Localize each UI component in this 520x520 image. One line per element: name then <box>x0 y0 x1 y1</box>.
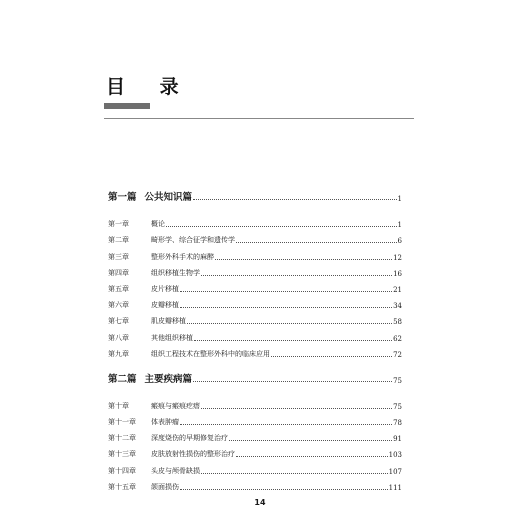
chapter-title: 颌面损伤 <box>151 482 179 491</box>
chapter-label: 第三章 <box>108 252 129 261</box>
chapter-entry <box>108 459 402 475</box>
chapter-page-number: 91 <box>393 435 402 444</box>
chapter-title: 皮片移植 <box>151 284 179 293</box>
dot-leader <box>215 259 392 260</box>
dot-leader <box>194 340 392 341</box>
chapter-title: 概论 <box>151 220 165 229</box>
chapter-page-number: 72 <box>393 350 402 359</box>
heading-accent-bar <box>104 103 150 109</box>
dot-leader <box>187 323 392 324</box>
chapter-page-number: 6 <box>397 237 402 246</box>
page-folio: 14 <box>254 498 266 507</box>
chapter-label: 第九章 <box>108 349 129 358</box>
chapter-page-number: 62 <box>393 334 402 343</box>
chapter-page-number: 21 <box>393 285 402 294</box>
dot-leader <box>201 473 388 474</box>
dot-leader <box>193 381 392 382</box>
chapter-label: 第五章 <box>108 284 129 293</box>
chapter-label: 第十章 <box>108 401 129 410</box>
dot-leader <box>166 226 397 227</box>
dot-leader <box>201 275 392 276</box>
chapter-title: 体表肿瘤 <box>151 418 179 427</box>
chapter-page-number: 78 <box>393 419 402 428</box>
chapter-page-number: 58 <box>393 318 402 327</box>
chapter-title: 头皮与颅骨缺损 <box>151 466 200 475</box>
chapter-page-number: 111 <box>388 483 402 492</box>
chapter-entry <box>108 310 402 326</box>
part-page-number: 75 <box>393 376 402 385</box>
chapter-title: 其他组织移植 <box>151 333 193 342</box>
chapter-page-number: 103 <box>388 451 402 460</box>
chapter-label: 第十四章 <box>108 466 136 475</box>
chapter-page-number: 34 <box>393 302 402 311</box>
chapter-entry <box>108 262 402 278</box>
chapter-page-number: 1 <box>397 221 402 230</box>
chapter-entry <box>108 326 402 342</box>
dot-leader <box>193 199 397 200</box>
chapter-title: 深度烧伤的早期修复治疗 <box>151 434 228 443</box>
chapter-label: 第八章 <box>108 333 129 342</box>
chapter-page-number: 75 <box>393 402 402 411</box>
chapter-label: 第十五章 <box>108 482 136 491</box>
chapter-entry <box>108 343 402 359</box>
chapter-title: 皮肤放射性损伤的整形治疗 <box>151 450 235 459</box>
dot-leader <box>271 356 392 357</box>
part-entry-2 <box>108 365 402 385</box>
part-entry-1 <box>108 183 402 203</box>
dot-leader <box>180 291 392 292</box>
chapter-title: 畸形学、综合征学和遗传学 <box>151 236 235 245</box>
chapter-title: 整形外科手术的麻醉 <box>151 252 214 261</box>
chapter-label: 第十一章 <box>108 418 136 427</box>
chapter-label: 第七章 <box>108 317 129 326</box>
dot-leader <box>180 307 392 308</box>
chapter-entry <box>108 411 402 427</box>
chapter-entry <box>108 476 402 492</box>
chapter-entry <box>108 427 402 443</box>
table-of-contents <box>108 183 402 492</box>
dot-leader <box>201 408 392 409</box>
chapter-label: 第六章 <box>108 301 129 310</box>
dot-leader <box>236 242 397 243</box>
dot-leader <box>180 489 388 490</box>
chapter-title: 组织移植生物学 <box>151 268 200 277</box>
dot-leader <box>229 440 392 441</box>
part-label: 第一篇 <box>108 192 137 203</box>
part-label: 第二篇 <box>108 373 137 385</box>
chapter-label: 第四章 <box>108 268 129 277</box>
chapter-entry <box>108 213 402 229</box>
heading-underline <box>104 118 414 119</box>
chapter-page-number: 12 <box>393 253 402 262</box>
dot-leader <box>180 424 392 425</box>
chapter-entry <box>108 278 402 294</box>
chapter-label: 第二章 <box>108 236 129 245</box>
chapter-page-number: 107 <box>388 467 402 476</box>
part-title: 主要疾病篇 <box>144 373 193 385</box>
chapter-label: 第一章 <box>108 220 129 229</box>
chapter-page-number: 16 <box>393 269 402 278</box>
part-page-number: 1 <box>397 195 402 203</box>
chapter-title: 肌皮瓣移植 <box>151 317 186 326</box>
chapter-entry <box>108 245 402 261</box>
toc-heading: 目 录 <box>106 76 193 98</box>
chapter-entry <box>108 229 402 245</box>
chapter-label: 第十三章 <box>108 450 136 459</box>
dot-leader <box>236 456 388 457</box>
chapter-entry <box>108 443 402 459</box>
chapter-title: 皮瓣移植 <box>151 301 179 310</box>
chapter-entry <box>108 294 402 310</box>
chapter-label: 第十二章 <box>108 434 136 443</box>
chapter-title: 组织工程技术在整形外科中的临床应用 <box>151 349 270 358</box>
chapter-title: 瘢痕与瘢痕疙瘩 <box>151 401 200 410</box>
chapter-entry <box>108 395 402 411</box>
part-title: 公共知识篇 <box>144 192 193 203</box>
